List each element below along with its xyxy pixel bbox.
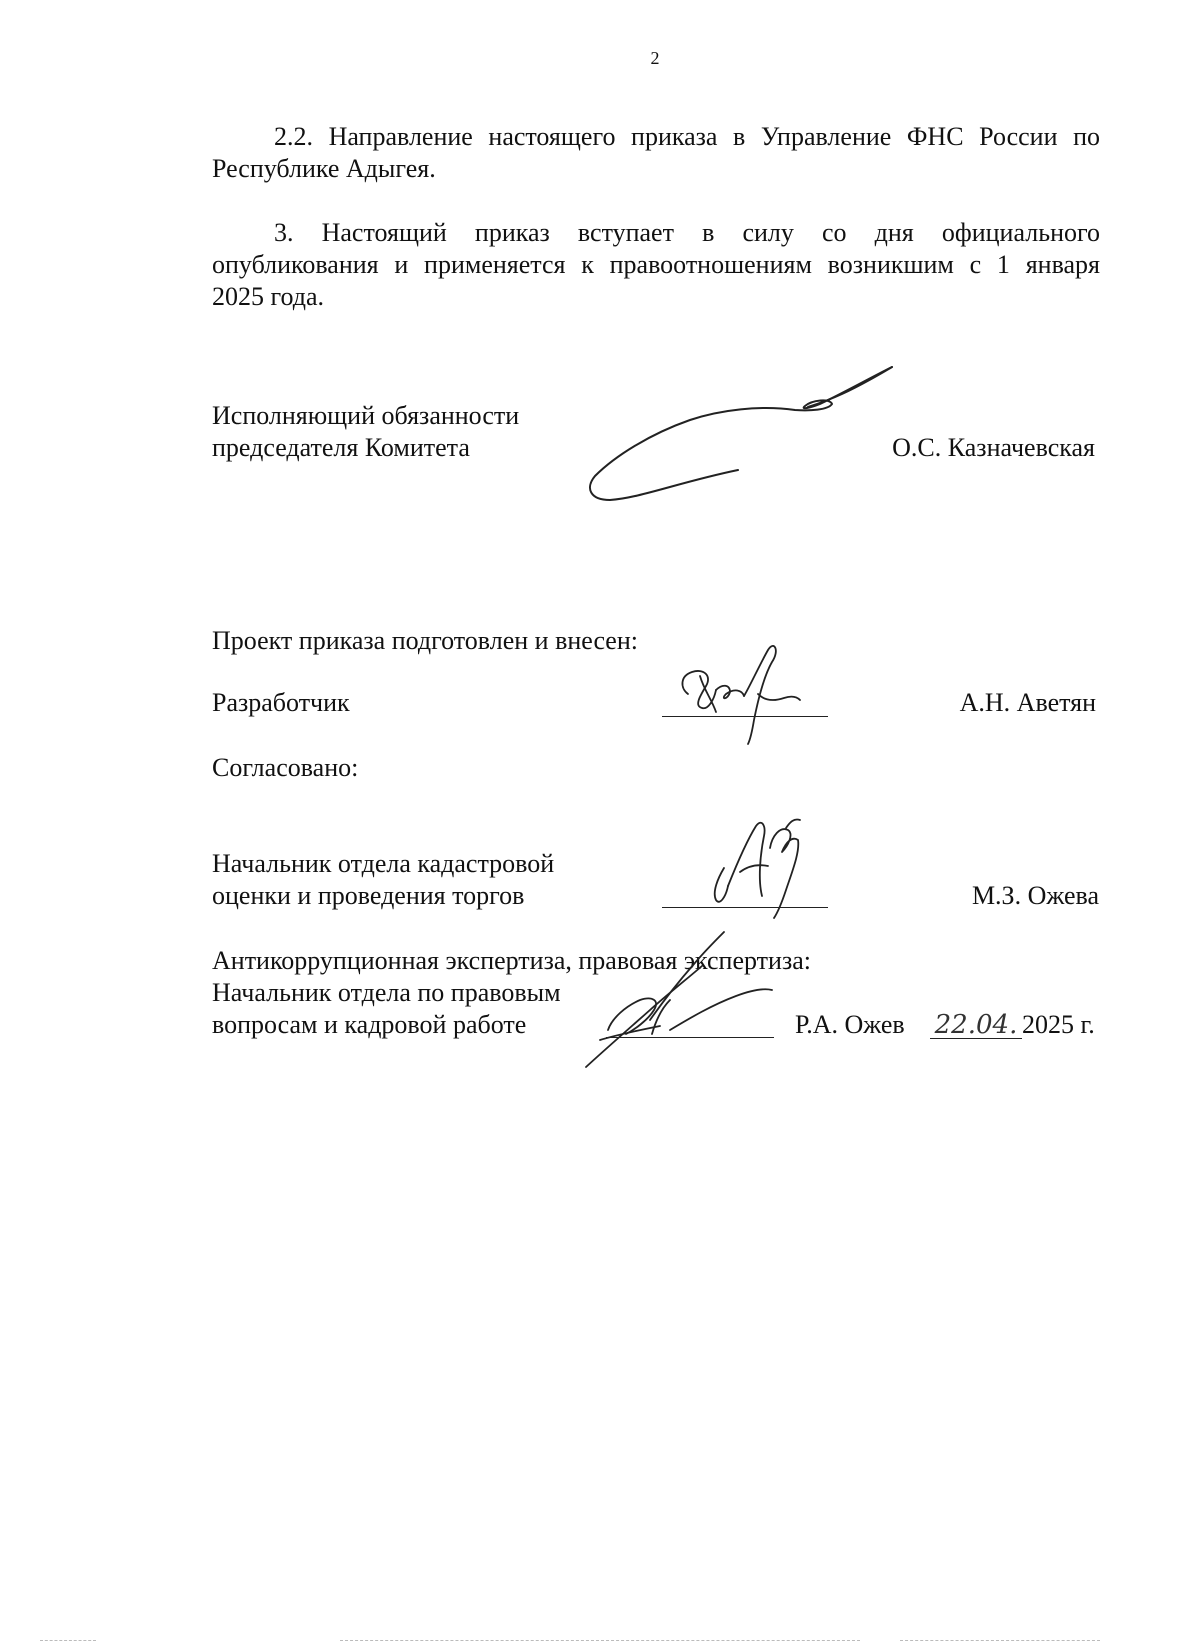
legal-name: Р.А. Ожев <box>795 1010 905 1039</box>
developer-signature-line <box>662 716 828 717</box>
legal-date-handwritten: 22.04. <box>930 1012 1022 1039</box>
legal-role-line1: Начальник отдела по правовым <box>212 978 561 1007</box>
cadastral-signature-line <box>662 907 828 908</box>
paragraph-line: 3. Настоящий приказ вступает в силу со дня официального <box>274 218 1100 247</box>
developer-role: Разработчик <box>212 688 350 717</box>
scan-artifact <box>40 1640 96 1641</box>
legal-role-line2: вопросам и кадровой работе <box>212 1010 527 1039</box>
legal-heading: Антикоррупционная экспертиза, правовая экспертиза: <box>212 946 811 975</box>
legal-signature-line <box>606 1037 774 1038</box>
scan-artifact <box>340 1640 860 1641</box>
cadastral-role-line1: Начальник отдела кадастровой <box>212 849 555 878</box>
agreed-label: Согласовано: <box>212 753 359 782</box>
legal-date <box>930 1009 1095 1041</box>
paragraph-line: Республике Адыгея. <box>212 154 436 183</box>
page-number: 2 <box>650 48 660 68</box>
paragraph-line: опубликования и применяется к правоотношениям возникшим с 1 января <box>212 250 1100 279</box>
paragraph-3 <box>212 217 1100 313</box>
cadastral-signature-icon <box>715 819 800 918</box>
head-signatory-name: О.С. Казначевская <box>892 433 1095 462</box>
paragraph-2-2 <box>212 121 1100 185</box>
scan-artifact <box>900 1640 1100 1641</box>
cadastral-role-line2: оценки и проведения торгов <box>212 881 525 910</box>
paragraph-line: 2025 года. <box>212 282 325 311</box>
project-prepared-label: Проект приказа подготовлен и внесен: <box>212 626 638 655</box>
head-signature-icon <box>590 367 892 500</box>
head-title-line1: Исполняющий обязанности <box>212 401 520 430</box>
developer-signature-icon <box>682 646 800 744</box>
legal-date-year: 2025 г. <box>1022 1010 1095 1039</box>
cadastral-name: М.З. Ожева <box>971 881 1099 910</box>
paragraph-line: 2.2. Направление настоящего приказа в Управление ФНС России по <box>274 122 1100 151</box>
developer-name: А.Н. Аветян <box>959 688 1096 717</box>
head-title-line2: председателя Комитета <box>212 433 470 462</box>
